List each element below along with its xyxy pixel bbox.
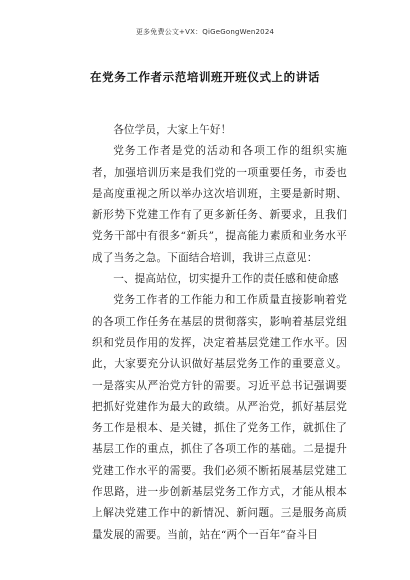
body-paragraph: 党务工作者的工作能力和工作质量直接影响着党的各项工作任务在基层的贯彻落实，影响着基层党组织和党员作用的发挥，决定着基层党建工作水平。因此，大家要充分认识做好基层党务工作的重要意义。一是落实从严治党方针的需要。习近平总书记强调要把抓好党建作为最大的政绩。从严治党，抓好基层党务工作是根本、是关键，抓住了党务工作，就抓住了基层工作的重点，抓住了各项工作的基础。二是提升党建工作水平的需要。我们必须不断拓展基层党建工作思路，进一步创新基层党务工作方式，才能从根本上解决党建工作中的新情况、新问题。三是服务高质量发展的需要。当前，站在“两个一百年”奋斗目 bbox=[92, 294, 347, 541]
document-body bbox=[92, 120, 347, 546]
header-note: 更多免费公文+VX：QiGeGongWen2024 bbox=[135, 28, 275, 36]
greeting-paragraph: 各位学员，大家上午好！ bbox=[113, 124, 232, 136]
page-title: 在党务工作者示范培训班开班仪式上的讲话 bbox=[90, 70, 320, 84]
section-heading: 一、提高站位，切实提升工作的责任感和使命感 bbox=[113, 273, 339, 286]
intro-paragraph: 党务工作者是党的活动和各项工作的组织实施者，加强培训历来是我们党的一项重要任务，市委也是高度重视之所以举办这次培训班，主要是新时期、新形势下党建工作有了更多新任务、新要求，且我们党务干部中有很多“新兵”，提高能力素质和业务水平成了当务之急。下面结合培训，我讲三点意见： bbox=[92, 145, 347, 264]
